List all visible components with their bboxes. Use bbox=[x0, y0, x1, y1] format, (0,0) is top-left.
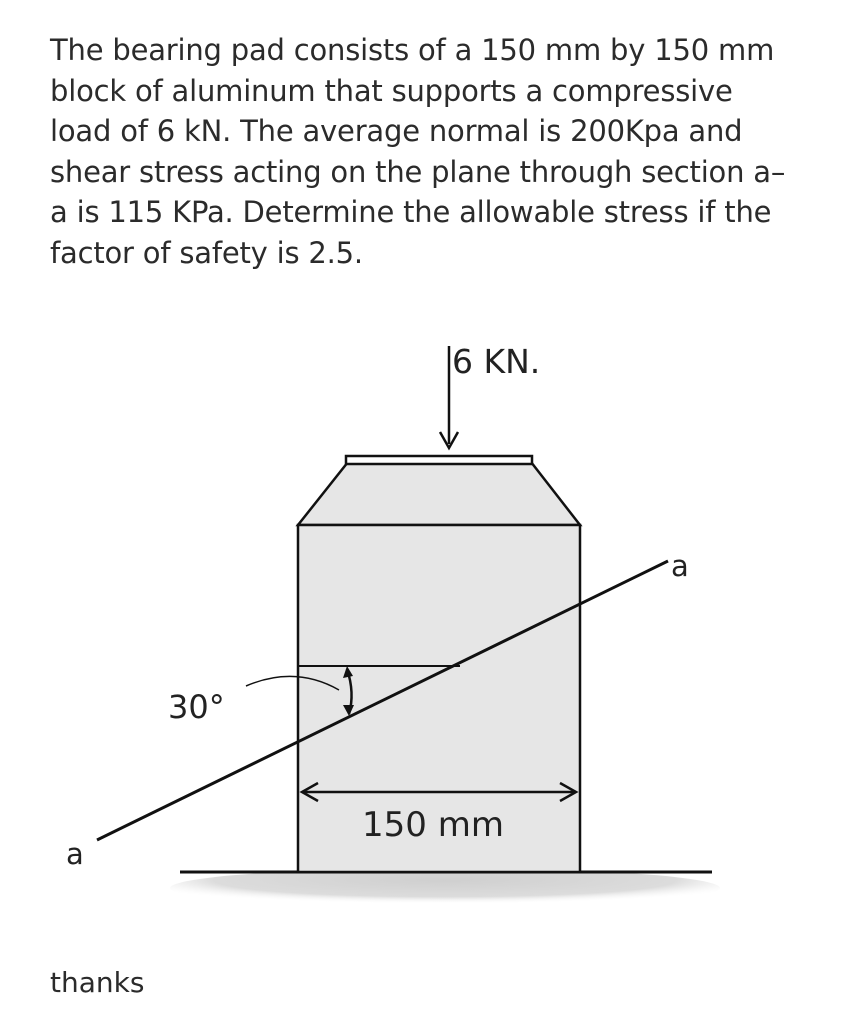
problem-line: a is 115 KPa. Determine the allowable stress if the bbox=[50, 195, 772, 229]
problem-line: The bearing pad consists of a 150 mm by 150 mm bbox=[50, 33, 775, 67]
problem-line: load of 6 kN. The average normal is 200Kpa and bbox=[50, 114, 743, 148]
section-label-left: a bbox=[66, 837, 84, 871]
bearing-plate bbox=[346, 456, 532, 464]
thanks-comment: thanks bbox=[50, 966, 145, 999]
width-label: 150 mm bbox=[362, 805, 504, 845]
problem-line: block of aluminum that supports a compressive bbox=[50, 73, 733, 108]
problem-line: factor of safety is 2.5. bbox=[50, 235, 363, 270]
ground-shadow bbox=[170, 868, 720, 908]
load-label: 6 KN. bbox=[452, 342, 541, 381]
section-label-right: a bbox=[671, 549, 689, 583]
pad-top-block bbox=[298, 462, 580, 525]
problem-line: shear stress acting on the plane through section a– bbox=[50, 154, 786, 189]
angle-label: 30° bbox=[168, 688, 225, 726]
